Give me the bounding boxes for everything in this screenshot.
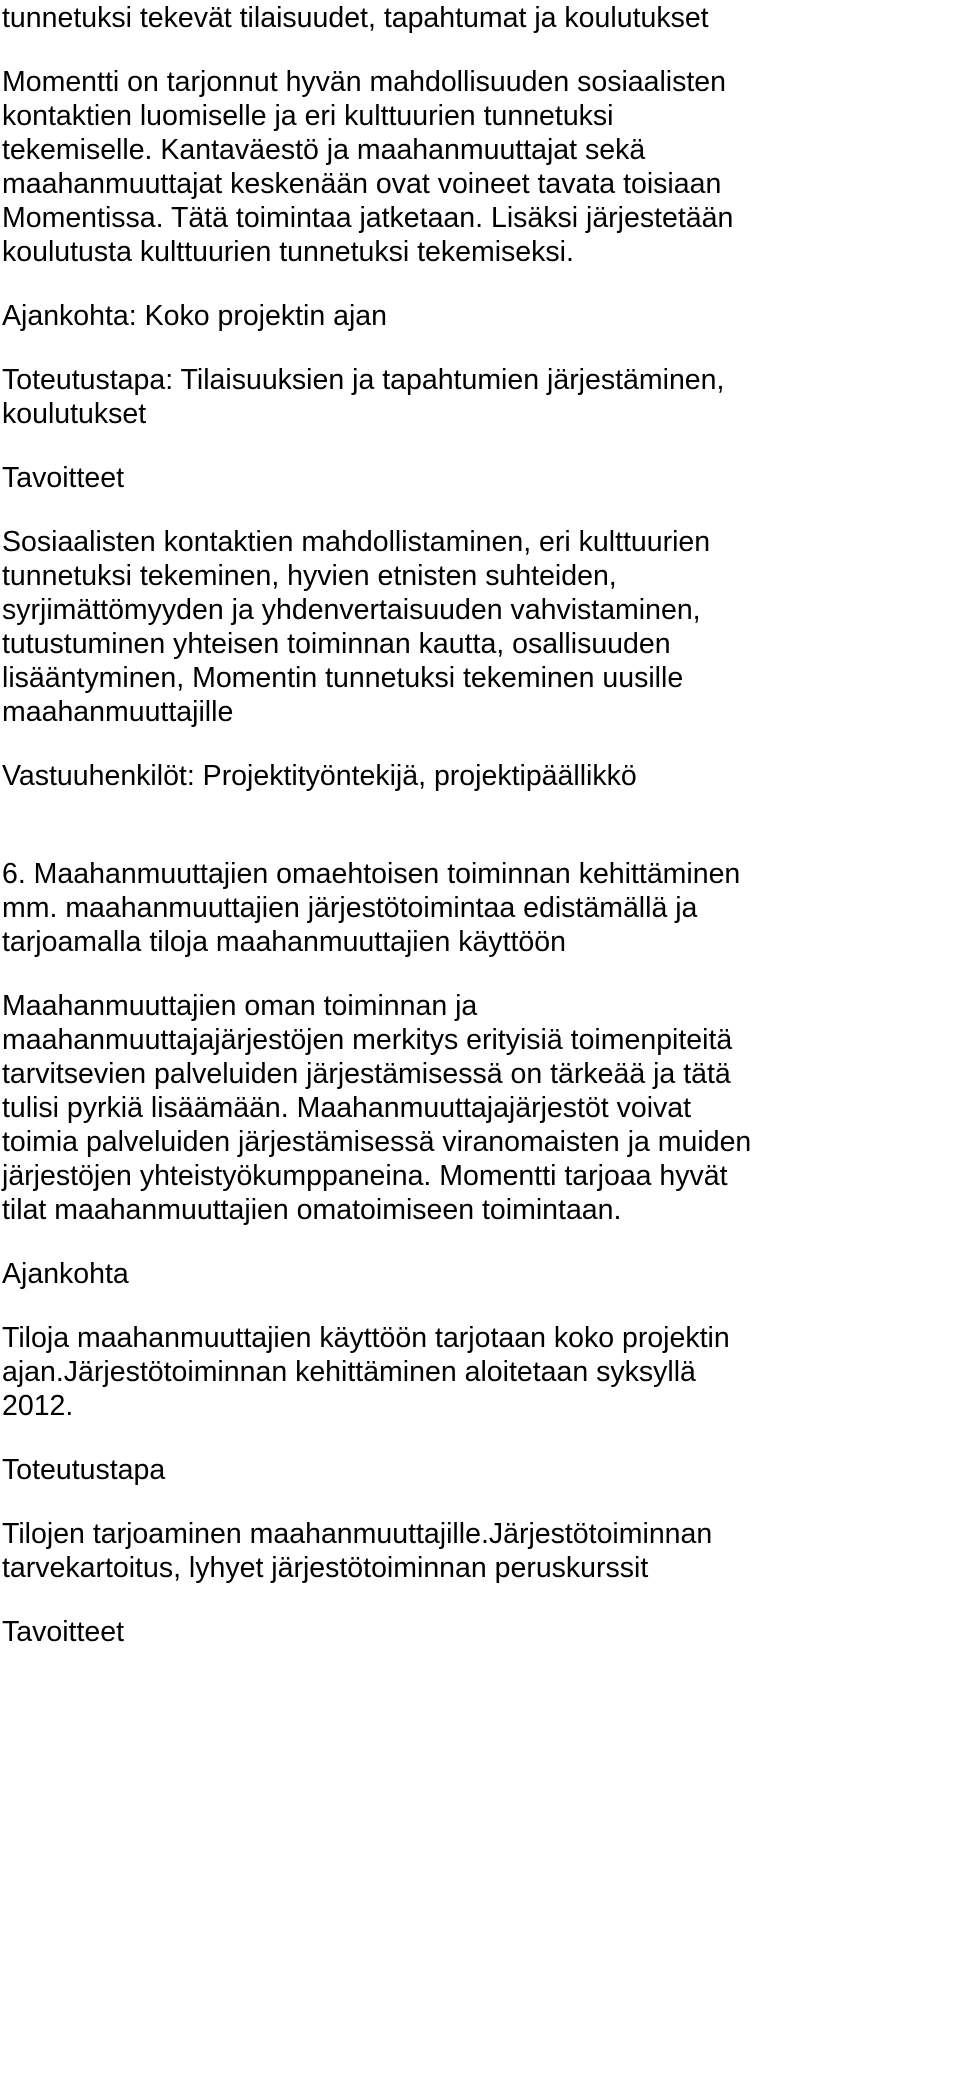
text-line: Tiloja maahanmuuttajien käyttöön tarjotaan koko projektin bbox=[2, 1322, 730, 1354]
text-line: koulutusta kulttuurien tunnetuksi tekemiseksi. bbox=[2, 236, 574, 268]
text-line: Toteutustapa: Tilaisuuksien ja tapahtumien järjestäminen, bbox=[2, 364, 725, 396]
text-line: Momentti on tarjonnut hyvän mahdollisuuden sosiaalisten bbox=[2, 66, 727, 98]
text-line: maahanmuuttajajärjestöjen merkitys erityisiä toimenpiteitä bbox=[2, 1024, 733, 1056]
section-title: mm. maahanmuuttajien järjestötoimintaa edistämällä ja bbox=[2, 892, 698, 924]
text-line: tilat maahanmuuttajien omatoimiseen toimintaan. bbox=[2, 1194, 622, 1226]
section-title: 6. Maahanmuuttajien omaehtoisen toiminnan kehittäminen bbox=[2, 858, 741, 890]
text-line: tunnetuksi tekeminen, hyvien etnisten suhteiden, bbox=[2, 560, 617, 592]
text-line: kontaktien luomiselle ja eri kulttuurien tunnetuksi bbox=[2, 100, 614, 132]
text-line: järjestöjen yhteistyökumppaneina. Momentti tarjoaa hyvät bbox=[2, 1160, 728, 1192]
section-heading: Tavoitteet bbox=[2, 1616, 124, 1648]
text-line: tekemiselle. Kantaväestö ja maahanmuuttajat sekä bbox=[2, 134, 646, 166]
section-heading: Tavoitteet bbox=[2, 462, 124, 494]
text-line: maahanmuuttajille bbox=[2, 696, 234, 728]
text-line: toimia palveluiden järjestämisessä viranomaisten ja muiden bbox=[2, 1126, 752, 1158]
text-line: tarvekartoitus, lyhyet järjestötoiminnan peruskurssit bbox=[2, 1552, 649, 1584]
text-line: maahanmuuttajat keskenään ovat voineet tavata toisiaan bbox=[2, 168, 722, 200]
text-line: koulutukset bbox=[2, 398, 147, 430]
text-line: 2012. bbox=[2, 1390, 74, 1422]
section-heading: Toteutustapa bbox=[2, 1454, 166, 1486]
text-line: Vastuuhenkilöt: Projektityöntekijä, projektipäällikkö bbox=[2, 760, 637, 792]
text-line: tutustuminen yhteisen toiminnan kautta, osallisuuden bbox=[2, 628, 671, 660]
text-line: Ajankohta: Koko projektin ajan bbox=[2, 300, 388, 332]
text-line: Momentissa. Tätä toimintaa jatketaan. Lisäksi järjestetään bbox=[2, 202, 734, 234]
section-heading: Ajankohta bbox=[2, 1258, 129, 1290]
text-line: tulisi pyrkiä lisäämään. Maahanmuuttajajärjestöt voivat bbox=[2, 1092, 692, 1124]
text-line: syrjimättömyyden ja yhdenvertaisuuden vahvistaminen, bbox=[2, 594, 701, 626]
text-line: Maahanmuuttajien oman toiminnan ja bbox=[2, 990, 478, 1022]
section-title: tarjoamalla tiloja maahanmuuttajien käyttöön bbox=[2, 926, 566, 958]
text-line: tarvitsevien palveluiden järjestämisessä on tärkeää ja tätä bbox=[2, 1058, 731, 1090]
text-line: Tilojen tarjoaminen maahanmuuttajille.Järjestötoiminnan bbox=[2, 1518, 713, 1550]
text-line: Sosiaalisten kontaktien mahdollistaminen, eri kulttuurien bbox=[2, 526, 711, 558]
text-line: lisääntyminen, Momentin tunnetuksi tekeminen uusille bbox=[2, 662, 684, 694]
text-line: ajan.Järjestötoiminnan kehittäminen aloitetaan syksyllä bbox=[2, 1356, 696, 1388]
text-line: tunnetuksi tekevät tilaisuudet, tapahtumat ja koulutukset bbox=[2, 2, 709, 34]
